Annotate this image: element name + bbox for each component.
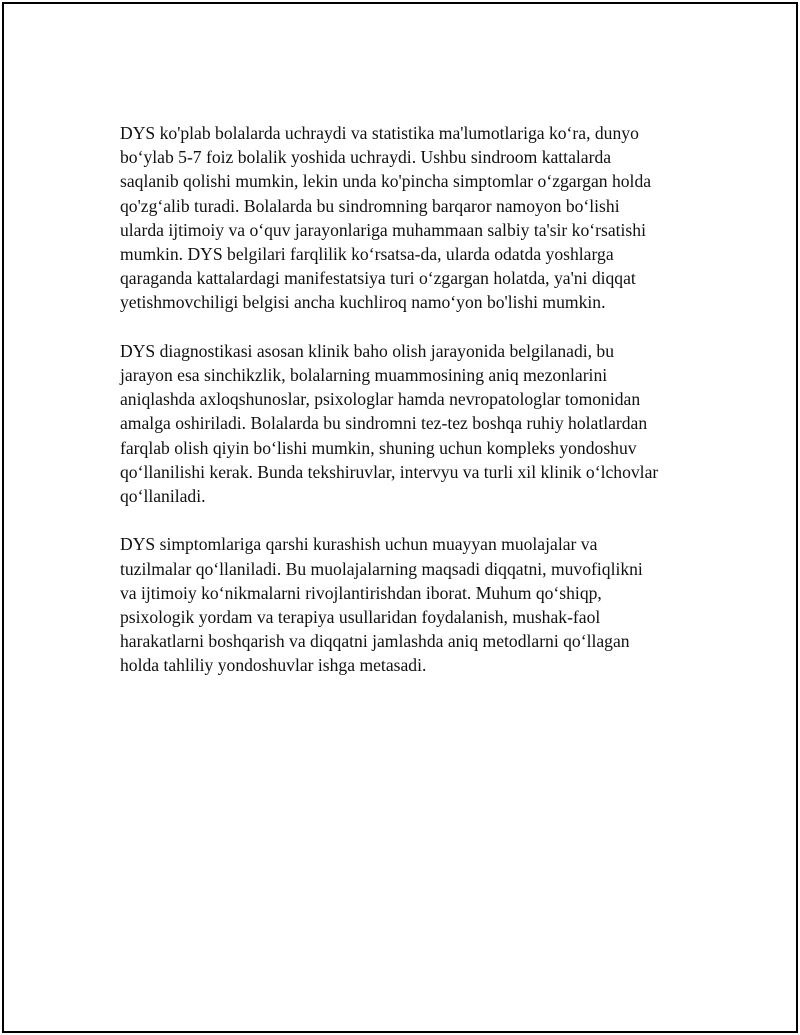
text-line: yetishmovchiligi belgisi ancha kuchliroq namo‘yon bo'lishi mumkin. — [120, 292, 606, 313]
text-line: tuzilmalar qo‘llaniladi. Bu muolajalarning maqsadi diqqatni, muvofiqlikni — [120, 558, 643, 579]
document-page — [2, 2, 798, 1033]
text-line: DYS diagnostikasi asosan klinik baho olish jarayonida belgilanadi, bu — [120, 340, 615, 361]
text-line: qo'zg‘alib turadi. Bolalarda bu sindromning barqaror namoyon bo‘lishi — [120, 195, 620, 216]
text-line: va ijtimoiy ko‘nikmalarni rivojlantirishdan iborat. Muhum qo‘shiqp, — [120, 582, 602, 603]
text-line: DYS simptomlariga qarshi kurashish uchun muayyan muolajalar va — [120, 534, 598, 555]
text-line: qo‘llanilishi kerak. Bunda tekshiruvlar, intervyu va turli xil klinik o‘lchovlar — [120, 461, 659, 482]
text-line: harakatlarni boshqarish va diqqatni jamlashda aniq metodlarni qo‘llagan — [120, 631, 630, 652]
paragraph-prevalence — [120, 121, 700, 315]
text-line: saqlanib qolishi mumkin, lekin unda ko'pincha simptomlar o‘zgargan holda — [120, 171, 652, 192]
text-line: mumkin. DYS belgilari farqlilik ko‘rsatsa-da, ularda odatda yoshlarga — [120, 244, 614, 265]
text-line: qo‘llaniladi. — [120, 486, 206, 507]
text-line: jarayon esa sinchikzlik, bolalarning muammosining aniq mezonlarini — [120, 365, 608, 386]
document-body — [120, 121, 700, 702]
paragraph-treatment — [120, 532, 700, 677]
text-line: qaraganda kattalardagi manifestatsiya turi o‘zgargan holatda, ya'ni diqqat — [120, 268, 636, 289]
text-line: DYS ko'plab bolalarda uchraydi va statistika ma'lumotlariga ko‘ra, dunyo — [120, 123, 639, 143]
paragraph-diagnostics — [120, 339, 700, 508]
text-line: holda tahliliy yondoshuvlar ishga metasadi. — [120, 655, 427, 676]
text-line: aniqlashda axloqshunoslar, psixologlar hamda nevropatologlar tomonidan — [120, 389, 641, 410]
text-line: amalga oshiriladi. Bolalarda bu sindromni tez-tez boshqa ruhiy holatlardan — [120, 413, 648, 434]
text-line: bo‘ylab 5-7 foiz bolalik yoshida uchraydi. Ushbu sindroom kattalarda — [120, 147, 612, 168]
text-line: ularda ijtimoiy va o‘quv jarayonlariga muhammaan salbiy ta'sir ko‘rsatishi — [120, 219, 646, 240]
text-line: psixologik yordam va terapiya usullaridan foydalanish, mushak-faol — [120, 607, 601, 628]
text-line: farqlab olish qiyin bo‘lishi mumkin, shuning uchun kompleks yondoshuv — [120, 437, 637, 458]
